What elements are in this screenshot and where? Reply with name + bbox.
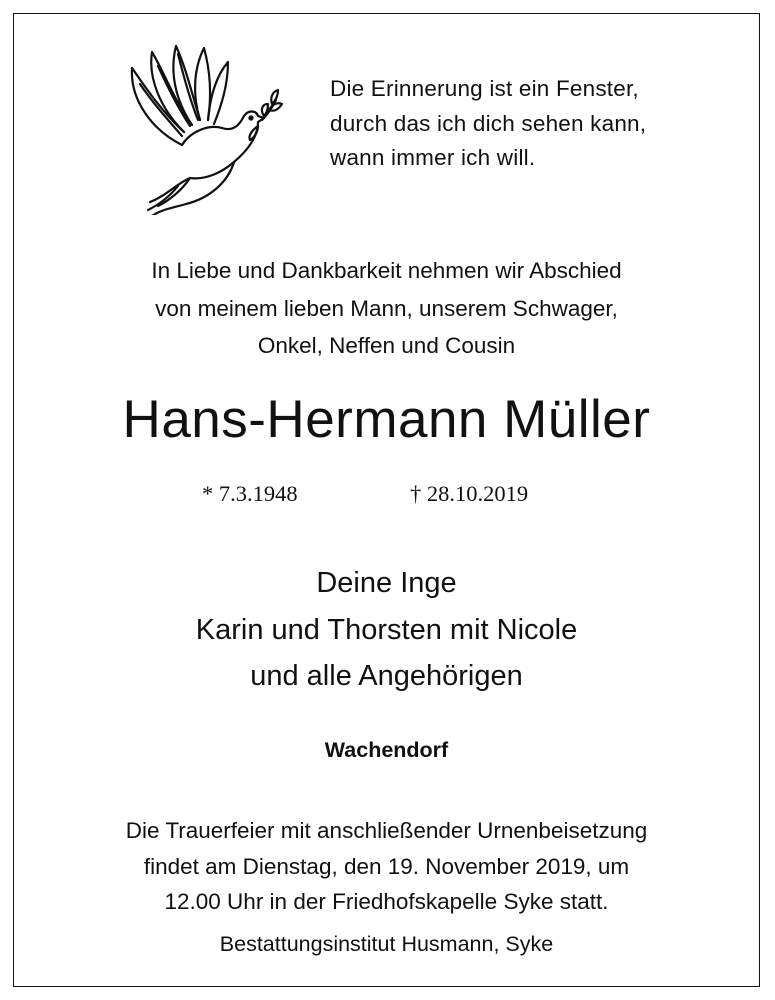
quote-line: Die Erinnerung ist ein Fenster, [330,76,639,101]
quote-line: durch das ich dich sehen kann, [330,110,647,136]
ceremony-line: Die Trauerfeier mit anschließender Urnenbeisetzung [125,818,648,843]
quote-line: wann immer ich will. [330,145,536,170]
farewell-line: von meinem lieben Mann, unserem Schwager, [155,295,618,321]
mourner-line: Deine Inge [316,567,457,599]
mourner-line: Karin und Thorsten mit Nicole [195,613,578,646]
place-name: Wachendorf [324,738,449,762]
ceremony-line: 12.00 Uhr in der Friedhofskapelle Syke statt. [164,889,609,914]
mourner-line: und alle Angehörigen [250,660,523,692]
death-date: † 28.10.2019 [410,481,529,506]
memorial-quote [330,72,646,176]
undertaker-credit: Bestattungsinstitut Husmann, Syke [219,932,554,956]
dove-with-olive-branch-icon [112,40,287,215]
birth-date: * 7.3.1948 [202,481,298,506]
mourners-list [13,560,760,700]
farewell-line: In Liebe und Dankbarkeit nehmen wir Abschied [151,258,622,283]
ceremony-details [13,813,760,920]
deceased-name: Hans-Hermann Müller [122,390,651,449]
ceremony-line: findet am Dienstag, den 19. November 2019, um [143,853,630,879]
farewell-text [13,252,760,365]
farewell-line: Onkel, Neffen und Cousin [257,333,516,358]
